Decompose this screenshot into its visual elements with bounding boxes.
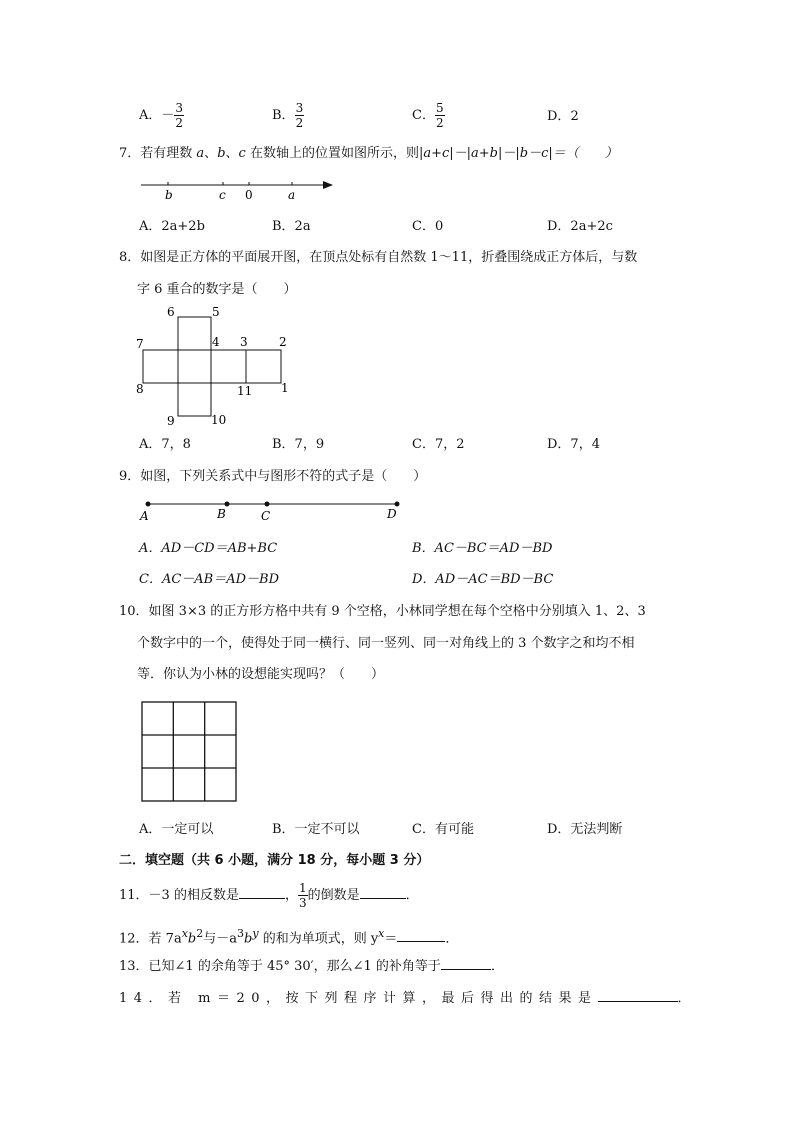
fraction: $\frac{3}{2}$ [175,101,184,130]
q7-option-c[interactable]: C．0 [412,219,444,234]
q13-stem: 13．已知∠1 的余角等于 45° 30′，那么∠1 的补角等于 ． [119,959,504,974]
vertex-label: 1 [281,381,289,395]
axis-label-b: b [165,188,173,202]
axis-label-c: c [219,188,226,202]
grid-border [142,702,236,801]
arrow-right-icon [323,181,333,189]
vertex-label: 7 [136,337,144,351]
section-heading: 二．填空题（共 6 小题，满分 18 分，每小题 3 分） [119,853,430,868]
segment-figure [135,495,405,525]
net-square-bottom [178,383,211,416]
vertex-label: 8 [136,382,144,396]
vertex-label: 9 [167,414,175,428]
answer-blank[interactable] [397,941,445,942]
q10-stem-line3: 等．你认为小林的设想能实现吗？（ ） [137,667,385,682]
q12-stem: 12．若 $7a^xb^2$与$-a^3b^y$ 的和为单项式，则 $y^x=$ ． [119,927,459,947]
q7-option-d[interactable]: D．2a+2c [547,219,613,234]
vertex-label: 5 [212,305,220,319]
vertex-label: 2 [279,335,287,349]
q10-stem-line1: 10．如图 3×3 的正方形方格中共有 9 个空格，小林同学想在每个空格中分别填入 1、2、3 [119,604,646,619]
q6-option-d[interactable]: D．2 [547,109,579,124]
number-line-figure [135,174,340,204]
q8-option-b[interactable]: B．7，9 [272,437,325,452]
point-label-c: C [261,509,271,523]
fraction: $\frac{5}{2}$ [435,101,444,130]
cube-net-figure [135,303,295,428]
q6-option-a[interactable]: A．－ $\frac{3}{2}$ [139,101,184,130]
vertex-label: 10 [211,413,227,427]
answer-blank[interactable] [441,969,491,970]
q9-option-a[interactable]: A．AD－CD＝AB+BC [139,541,278,556]
point-label-b: B [217,507,226,521]
q6-option-c[interactable]: C． $\frac{5}{2}$ [412,101,444,130]
q8-stem-line1: 8．如图是正方体的平面展开图，在顶点处标有自然数 1～11，折叠围绕成正方体后，与数 [119,250,638,265]
vertex-label: 6 [167,305,175,319]
vertex-label: 4 [212,335,220,349]
fraction: $\frac{1}{3}$ [298,881,307,910]
point-a [146,502,151,507]
q10-option-b[interactable]: B．一定不可以 [272,822,360,837]
q7-option-b[interactable]: B．2a [272,219,311,234]
point-b [225,502,230,507]
axis-label-a: a [288,188,296,202]
net-square-top [178,317,211,350]
vertex-label: 11 [237,384,253,398]
q9-option-d[interactable]: D．AD－AC＝BD－BC [412,572,554,587]
fraction: $\frac{3}{2}$ [295,101,304,130]
vertex-label: 3 [240,335,248,349]
q8-option-d[interactable]: D．7，4 [547,437,600,452]
q8-option-c[interactable]: C．7，2 [412,437,465,452]
net-square-middle [178,350,211,383]
q14-stem: 14．若 m＝20，按下列程序计算，最后得出的结果是 ． [119,991,698,1006]
q11-stem: 11．－3 的相反数是 ， $\frac{1}{3}$ 的倒数是 ． [119,881,419,910]
q8-stem-line2: 字 6 重合的数字是（ ） [137,282,297,297]
point-c [265,502,270,507]
q10-option-c[interactable]: C．有可能 [412,822,474,837]
q6-option-b[interactable]: B． $\frac{3}{2}$ [272,101,304,130]
answer-blank[interactable] [360,898,406,899]
net-square-right1 [211,350,246,383]
q8-option-a[interactable]: A．7，8 [139,437,191,452]
answer-blank[interactable] [239,898,285,899]
net-square-left [143,350,178,383]
q7-stem: 7．若有理数 a、b、c 在数轴上的位置如图所示，则|a+c|－|a+b|－|b－c|＝（ ） [119,146,618,161]
q9-option-b[interactable]: B．AC－BC＝AD－BD [412,541,553,556]
axis-label-0: 0 [245,188,253,202]
q10-option-d[interactable]: D．无法判断 [547,822,623,837]
answer-blank[interactable] [598,1001,678,1002]
point-d [395,502,400,507]
q7-option-a[interactable]: A．2a+2b [139,219,205,234]
q9-option-c[interactable]: C．AC－AB＝AD－BD [139,572,280,587]
q10-option-a[interactable]: A．一定可以 [139,822,214,837]
q10-stem-line2: 个数字中的一个，使得处于同一横行、同一竖列、同一对角线上的 3 个数字之和均不相 [137,636,635,651]
point-label-a: A [140,509,149,523]
point-label-d: D [387,507,397,521]
q9-stem: 9．如图，下列关系式中与图形不符的式子是（ ） [119,469,427,484]
net-square-right2 [246,350,281,383]
grid-3x3-figure [141,701,239,803]
